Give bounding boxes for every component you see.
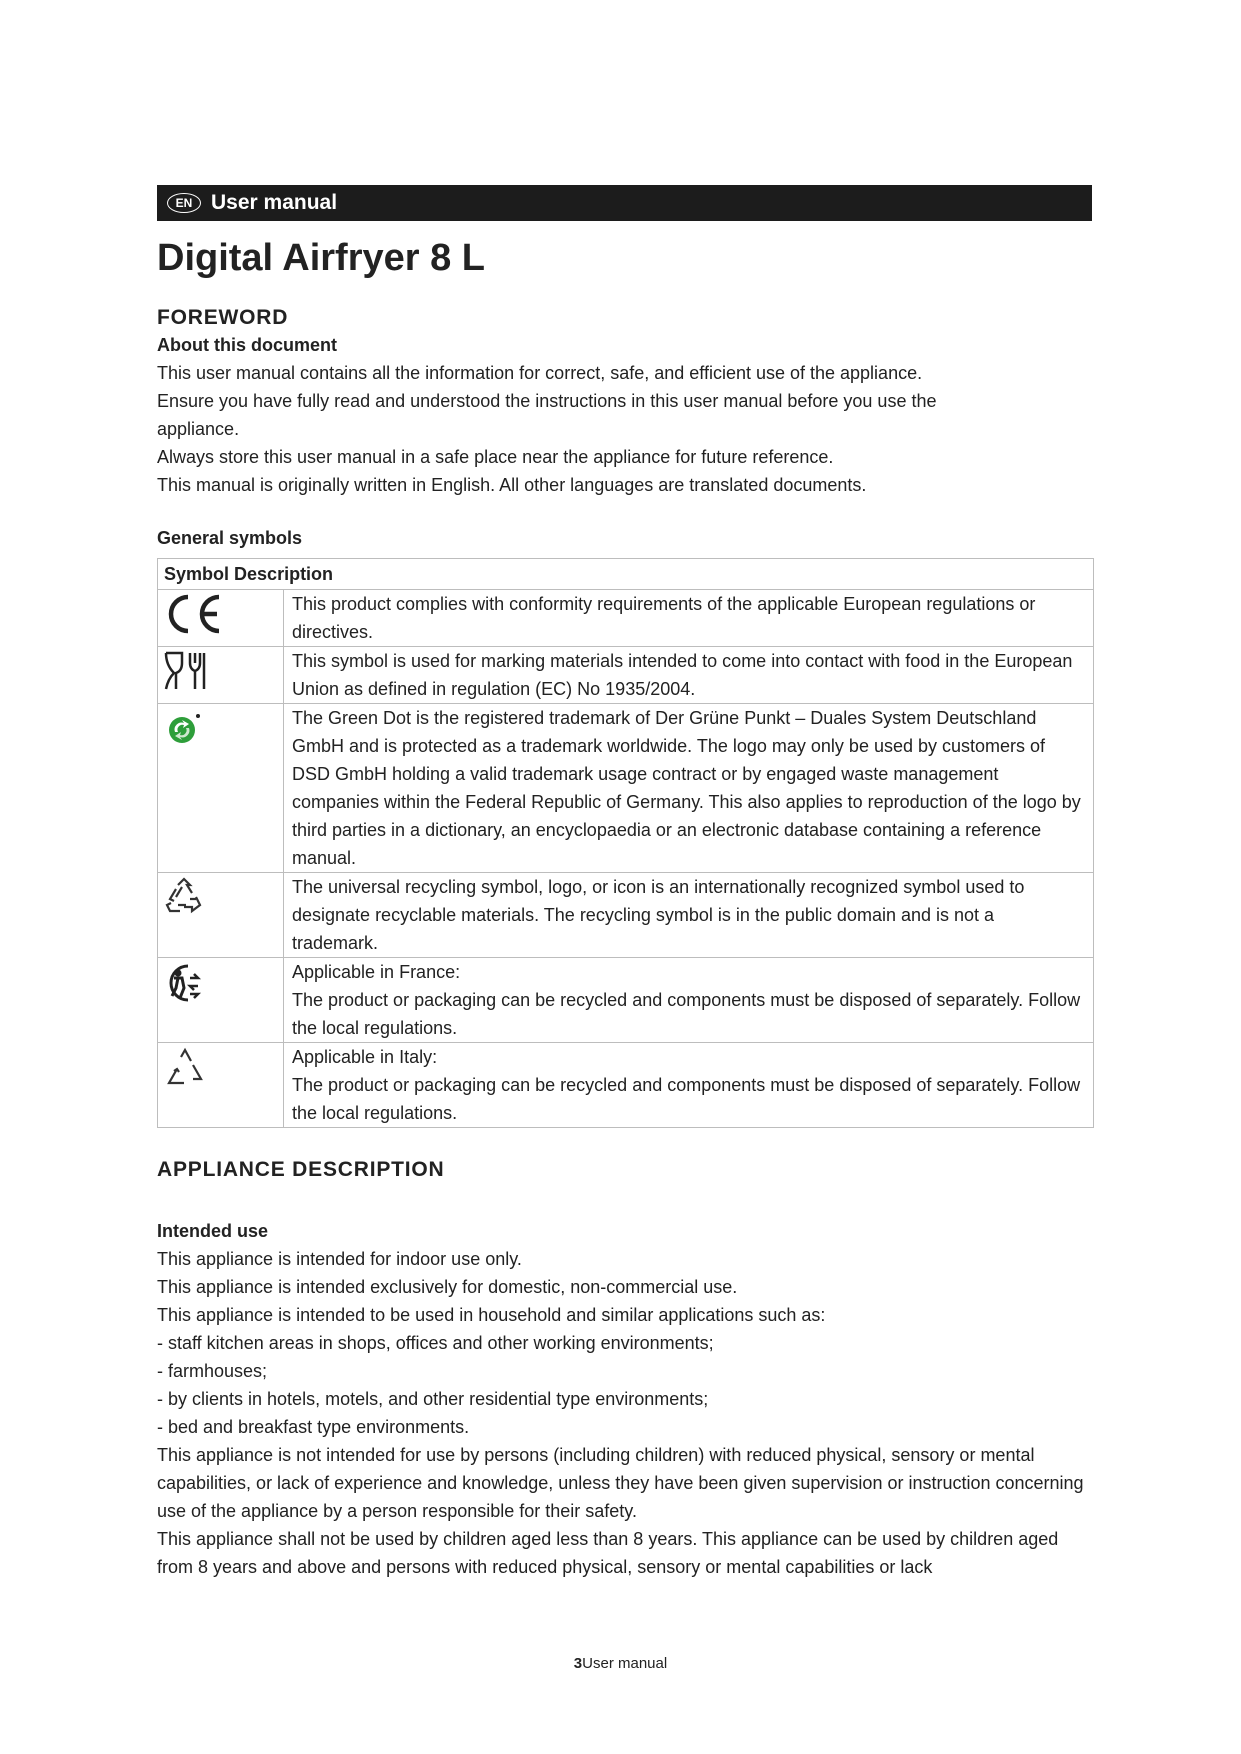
table-header [158,559,1094,590]
list-item: - farmhouses; [157,1361,268,1381]
description-line: The product or packaging can be recycled and components must be disposed of separately. Follow the local regulations. [292,990,1081,1038]
about-document-heading: About this document [157,335,337,355]
symbol-cell [158,647,284,704]
description-cell: This product complies with conformity requirements of the applicable European regulations or directives. [284,590,1094,647]
symbol-cell [158,590,284,647]
description-cell: This symbol is used for marking materials intended to come into contact with food in the European Union as defined in regulation (EC) No 1935/2004. [284,647,1094,704]
symbols-table [157,558,1094,1128]
page-number: 3 [573,1655,583,1672]
description-cell [284,1043,1094,1128]
food-contact-icon [162,649,212,693]
foreword-line: This user manual contains all the information for correct, safe, and efficient use of the appliance. [157,363,923,383]
table-row [158,590,1094,647]
general-symbols-section [157,525,1092,1128]
table-row [158,873,1094,958]
symbol-cell [158,873,284,958]
intended-use-section [157,1218,1092,1581]
table-header-row [158,559,1094,590]
list-item: - bed and breakfast type environments. [157,1417,470,1437]
symbol-cell [158,1043,284,1128]
footer-label: User manual [582,1655,668,1672]
page-footer [0,1655,1241,1672]
description-cell: The universal recycling symbol, logo, or icon is an internationally recognized symbol used to designate recyclable materials. The recycling symbol is in the public domain and is not a trademark. [284,873,1094,958]
header-bar [157,185,1092,221]
header-title: User manual [211,191,338,214]
general-symbols-heading: General symbols [157,528,303,548]
foreword-heading: FOREWORD [157,306,289,329]
intended-use-line: This appliance is intended exclusively for domestic, non-commercial use. [157,1277,738,1297]
foreword-line: Always store this user manual in a safe place near the appliance for future reference. [157,447,834,467]
intended-use-line: This appliance is not intended for use by persons (including children) with reduced physical, sensory or mental capabilities, or lack of experience and knowledge, unless they have been given supervision or instruction concerning use of the appliance by a person responsible for their safety. [157,1445,1084,1521]
language-badge: EN [167,193,201,213]
intended-use-heading: Intended use [157,1221,269,1241]
description-line: Applicable in France: [292,962,461,982]
foreword-line: This manual is originally written in English. All other languages are translated documents. [157,475,867,495]
description-column-header: Description [234,564,334,584]
intended-use-line: This appliance is intended for indoor use only. [157,1249,522,1269]
intended-use-line: This appliance shall not be used by children aged less than 8 years. This appliance can be used by children aged from 8 years and above and persons with reduced physical, sensory or mental capabilities or lack [157,1529,1059,1577]
document-title: Digital Airfryer 8 L [157,237,486,279]
appliance-description-heading: APPLIANCE DESCRIPTION [157,1158,445,1181]
description-line: Applicable in Italy: [292,1047,438,1067]
foreword-line: Ensure you have fully read and understood the instructions in this user manual before you use the appliance. [157,391,937,439]
table-row [158,958,1094,1043]
list-item: - by clients in hotels, motels, and other residential type environments; [157,1389,709,1409]
intended-use-line: This appliance is intended to be used in household and similar applications such as: [157,1305,826,1325]
green-dot-icon [162,706,206,750]
italy-recycle-triangle-icon [162,1045,208,1089]
ce-mark-icon [162,592,224,636]
symbol-column-header: Symbol [164,564,230,584]
foreword-section [157,304,1092,499]
symbol-cell [158,704,284,873]
intended-use-list [157,1329,1092,1441]
table-row [158,704,1094,873]
symbol-cell [158,958,284,1043]
triman-icon [162,960,208,1004]
table-row [158,647,1094,704]
list-item: - staff kitchen areas in shops, offices and other working environments; [157,1333,714,1353]
recycling-icon [162,875,206,919]
document-page [157,185,1092,1581]
description-line: The product or packaging can be recycled and components must be disposed of separately. Follow the local regulations. [292,1075,1081,1123]
description-cell: The Green Dot is the registered trademark of Der Grüne Punkt – Duales System Deutschland GmbH and is protected as a trademark worldwide. The logo may only be used by customers of DSD GmbH holding a valid trademark usage contract or by engaged waste management companies within the Federal Republic of Germany. This also applies to reproduction of the logo by third parties in a dictionary, an encyclopaedia or an electronic database containing a reference manual. [284,704,1094,873]
table-row [158,1043,1094,1128]
description-cell [284,958,1094,1043]
